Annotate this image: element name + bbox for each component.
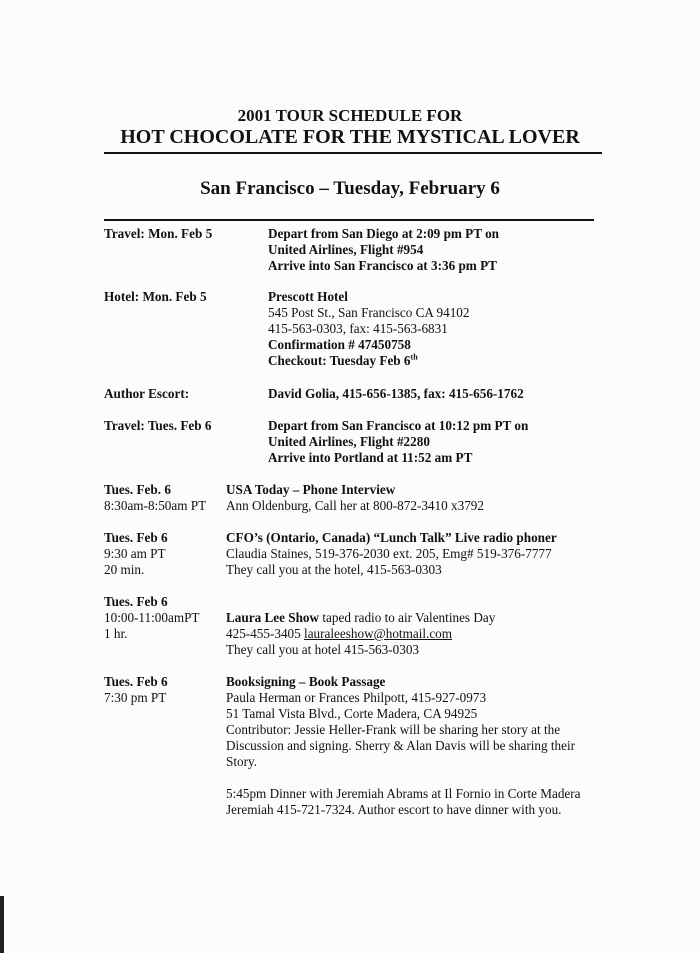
hotel-name: Prescott Hotel <box>268 289 348 304</box>
travel-tue-line: Depart from San Francisco at 10:12 pm PT on <box>268 418 529 433</box>
event-date: Tues. Feb 6 <box>104 530 168 545</box>
event-time: 9:30 am PT <box>104 546 166 561</box>
travel-mon-details <box>268 226 499 274</box>
event-time: 7:30 pm PT <box>104 690 167 705</box>
event-contact-line <box>226 626 495 642</box>
travel-tue-details <box>268 418 528 466</box>
event-subtitle: taped radio to air Valentines Day <box>319 610 496 625</box>
event-title: CFO’s (Ontario, Canada) “Lunch Talk” Live radio phoner <box>226 530 557 545</box>
escort-contact: David Golia, 415-656-1385, fax: 415-656-1762 <box>268 386 524 401</box>
event-note: They call you at the hotel, 415-563-0303 <box>226 562 442 577</box>
event-detail-line: Contributor: Jessie Heller-Frank will be sharing her story at the <box>226 722 561 737</box>
event-time: 10:00-11:00amPT <box>104 610 200 625</box>
scan-edge-mark <box>0 896 4 953</box>
hotel-checkout <box>268 353 470 369</box>
usa-today-details <box>226 482 484 514</box>
travel-mon-line: United Airlines, Flight #954 <box>268 242 424 257</box>
event-detail-line: 51 Tamal Vista Blvd., Corte Madera, CA 94925 <box>226 706 478 721</box>
travel-tue-label: Travel: Tues. Feb 6 <box>104 418 212 433</box>
travel-mon-line: Depart from San Diego at 2:09 pm PT on <box>268 226 500 241</box>
usa-today-when <box>104 482 206 514</box>
booksigning-details <box>226 674 575 770</box>
laura-details <box>226 610 495 658</box>
travel-mon-line: Arrive into San Francisco at 3:36 pm PT <box>268 258 497 273</box>
event-detail-line: Paula Herman or Frances Philpott, 415-927-0973 <box>226 690 487 705</box>
tour-schedule-heading: 2001 TOUR SCHEDULE FOR <box>237 106 463 125</box>
hotel-phone: 415-563-0303, fax: 415-563-6831 <box>268 321 448 336</box>
event-phone: 425-455-3405 <box>226 626 305 641</box>
dinner-line: Jeremiah 415-721-7324. Author escort to have dinner with you. <box>226 802 562 817</box>
checkout-text: Checkout: Tuesday Feb 6 <box>268 353 411 368</box>
laura-when <box>104 594 199 642</box>
city-date-heading: San Francisco – Tuesday, February 6 <box>200 178 500 199</box>
travel-tue-line: Arrive into Portland at 11:52 am PT <box>268 450 473 465</box>
cfo-details <box>226 530 557 578</box>
event-date: Tues. Feb 6 <box>104 674 168 689</box>
event-title: Laura Lee Show <box>226 610 320 625</box>
event-date: Tues. Feb. 6 <box>104 482 171 497</box>
dinner-line: 5:45pm Dinner with Jeremiah Abrams at Il Fornio in Corte Madera <box>226 786 581 801</box>
event-title: Booksigning – Book Passage <box>226 674 386 689</box>
escort-label: Author Escort: <box>104 386 190 401</box>
event-contact: Claudia Staines, 519-376-2030 ext. 205, Emg# 519-376-7777 <box>226 546 552 561</box>
event-duration: 1 hr. <box>104 626 128 641</box>
event-detail-line: Discussion and signing. Sherry & Alan Davis will be sharing their <box>226 738 576 753</box>
checkout-suffix: th <box>410 352 418 362</box>
hotel-confirmation: Confirmation # 47450758 <box>268 337 411 352</box>
event-contact: Ann Oldenburg, Call her at 800-872-3410 x3792 <box>226 498 484 513</box>
event-title-line <box>226 610 495 626</box>
dinner-details <box>226 786 581 818</box>
booksigning-when <box>104 674 168 706</box>
title-divider <box>104 152 602 154</box>
event-detail-line: Story. <box>226 754 258 769</box>
cfo-when <box>104 530 168 578</box>
event-date: Tues. Feb 6 <box>104 594 168 609</box>
book-title: HOT CHOCOLATE FOR THE MYSTICAL LOVER <box>120 126 580 148</box>
email-link[interactable]: lauraleeshow@hotmail.com <box>304 626 453 641</box>
hotel-label: Hotel: Mon. Feb 5 <box>104 289 207 304</box>
hotel-details <box>268 289 470 369</box>
hotel-address: 545 Post St., San Francisco CA 94102 <box>268 305 470 320</box>
event-time: 8:30am-8:50am PT <box>104 498 207 513</box>
travel-mon-label: Travel: Mon. Feb 5 <box>104 226 213 241</box>
event-title: USA Today – Phone Interview <box>226 482 396 497</box>
section-divider <box>104 219 594 221</box>
travel-tue-line: United Airlines, Flight #2280 <box>268 434 430 449</box>
event-duration: 20 min. <box>104 562 145 577</box>
event-note: They call you at hotel 415-563-0303 <box>226 642 420 657</box>
